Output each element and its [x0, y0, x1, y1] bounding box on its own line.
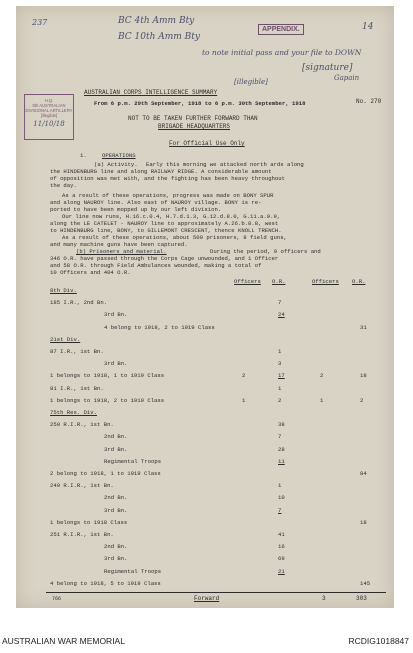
para2-line-4: Our line now runs, H.16.c.0.4, H.7.d.1.3, G.12.d.8.0, G.11.a.9.9, — [62, 213, 281, 220]
unit-label: 3rd Bn. — [104, 311, 128, 319]
unit-heading: 8th Div. — [50, 287, 77, 294]
para1-line-1: Early this morning we attacked north ards along — [146, 161, 304, 168]
para4-line-3: and 58 O.R. through Field Ambulances wounded, making a total of — [50, 262, 262, 269]
unit-count-c2: 41 — [278, 531, 285, 538]
forward-or-total: 303 — [356, 595, 367, 602]
handwritten-note-1: 237 — [32, 18, 48, 27]
unit-count-c2: 16 — [278, 543, 285, 551]
office-stamp — [24, 94, 74, 140]
forward-label: Forward — [194, 595, 220, 602]
para4-line-1: During the period, 9 officers and — [210, 248, 321, 255]
distribution-warning-1: NOT TO BE TAKEN FURTHER FORWARD THAN — [128, 115, 258, 122]
handwritten-note-3: BC 10th Amm Bty — [118, 32, 200, 42]
unit-count-c2: 7 — [278, 433, 282, 441]
unit-label: 2nd Bn. — [104, 543, 128, 551]
footer-id: RCDIG1018847 — [348, 636, 409, 646]
section-number: 1. — [80, 152, 87, 159]
unit-label: 3rd Bn. — [104, 555, 128, 563]
unit-count-c2: 21 — [278, 567, 285, 575]
unit-count-c4: 31 — [360, 323, 367, 331]
para2-line-3: ported to have been mopped up by our left division. — [50, 206, 222, 213]
table-bottom-rule — [46, 592, 386, 593]
stamp-signature: 11/10/18 — [33, 120, 65, 128]
unit-label: Regimental Troops — [104, 567, 162, 575]
unit-count-c4: 84 — [360, 470, 367, 477]
unit-label: 4 belong to 1918, 5 to 1919 Class — [50, 579, 161, 587]
unit-label: 3rd Bn. — [104, 506, 128, 514]
unit-label: 2 belong to 1918, 1 to 1919 Class — [50, 470, 161, 477]
unit-label: 2nd Bn. — [104, 433, 128, 441]
unit-label: 81 I.R., 1st Bn. — [50, 384, 104, 392]
para2-line-5: along the LE CATELET - NAUROY line to approximately A.26.b.8.8, west — [50, 220, 279, 227]
unit-count-c2: 24 — [278, 311, 285, 319]
col-header-officers: Officers — [234, 278, 261, 285]
section-heading: OPERATIONS — [102, 152, 136, 159]
handwritten-note-5: Gapain — [334, 74, 360, 82]
para3-line-1: As a result of these operations, about 500 prisoners, 8 field guns, — [62, 234, 287, 241]
subsection-a-heading: (a) Activity. — [94, 161, 138, 168]
unit-count-c2: 28 — [278, 445, 285, 453]
para2-line-1: As a result of these operations, progress was made on BONY SPUR — [62, 192, 274, 199]
summary-number: No. 270 — [356, 98, 382, 105]
unit-count-c2: 2 — [278, 396, 282, 404]
unit-label: 2nd Bn. — [104, 494, 128, 502]
unit-count-c2: 1 — [278, 482, 282, 490]
unit-count-c2: 10 — [278, 494, 285, 502]
unit-count-c4: 18 — [360, 518, 367, 526]
forward-officers-total: 3 — [322, 595, 326, 602]
summary-title: AUSTRALIAN CORPS INTELLIGENCE SUMMARY — [84, 89, 218, 96]
unit-label: Regimental Troops — [104, 457, 162, 465]
subsection-b-heading: (b) Prisoners and material. — [76, 248, 167, 255]
unit-count-c2: 1 — [278, 348, 282, 355]
distribution-warning-2: BRIGADE HEADQUARTERS — [158, 123, 231, 130]
para1-line-4: the day. — [50, 182, 77, 189]
unit-count-c4: 18 — [360, 372, 367, 380]
stamp-line-1: H.Q. — [44, 98, 54, 103]
para4-line-2: 346 O.R. have passed through the Corps Cage unwounded, and 1 Officer — [50, 255, 279, 262]
handwritten-signature: [signature] — [302, 63, 353, 73]
stamp-line-4: [illegible] — [40, 113, 58, 118]
summary-period: From 6 p.m. 29th September, 1918 to 6 p.m. 30th September, 1918 — [94, 100, 306, 107]
unit-count-c2: 38 — [278, 421, 285, 429]
official-use-label: For Official Use Only — [169, 140, 245, 147]
unit-count-c3: 1 — [320, 396, 324, 404]
unit-label: 3rd Bn. — [104, 445, 128, 453]
document-page — [16, 6, 394, 608]
col-header-officers-total: Officers — [312, 278, 339, 285]
unit-count-c2: 7 — [278, 506, 282, 514]
handwritten-note-6: [illegible] — [234, 78, 268, 86]
unit-count-c2: 11 — [278, 457, 285, 465]
unit-label: 1 belongs to 1918, 1 to 1919 Class — [50, 372, 165, 380]
handwritten-page-number: 14 — [362, 22, 374, 32]
unit-count-c1: 2 — [242, 372, 246, 380]
unit-label: 249 R.I.R., 1st Bn. — [50, 482, 114, 490]
unit-heading: 75th Res. Div. — [50, 409, 97, 416]
handwritten-note-2: BC 4th Amm Bty — [118, 16, 195, 26]
col-header-or-total: O.R. — [352, 278, 366, 285]
para2-line-2: and along NAUROY line. Also east of NAUROY village. BONY is re- — [50, 199, 262, 206]
unit-count-c2: 7 — [278, 299, 282, 307]
para2-line-6: to HINDENBURG line, BONY, to GILLEMONT CRESCENT, thence KNOLL TRENCH. — [50, 227, 282, 234]
stamp-line-2: 5th AUSTRALIAN — [32, 103, 66, 108]
col-header-or: O.R. — [272, 278, 286, 285]
unit-count-c4: 2 — [360, 396, 364, 404]
unit-label: 250 R.I.R., 1st Bn. — [50, 421, 114, 429]
footer-source: AUSTRALIAN WAR MEMORIAL — [2, 636, 125, 646]
unit-label: 4 belong to 1918, 2 to 1919 Class — [104, 323, 215, 331]
unit-label: 1 belongs to 1918, 2 to 1919 Class — [50, 396, 165, 404]
unit-label: 1 belongs to 1918 Class — [50, 518, 128, 526]
para1-line-2: the HINDENBURG line and along RAILWAY RIDGE. A considerable amount — [50, 168, 272, 175]
page-mark: 766 — [52, 596, 62, 602]
unit-label: 251 R.I.R., 1st Bn. — [50, 531, 114, 538]
unit-label: 3rd Bn. — [104, 360, 128, 368]
unit-count-c4: 145 — [360, 579, 371, 587]
unit-count-c2: 17 — [278, 372, 285, 380]
stamp-line-3: DIVISIONAL ARTILLERY — [25, 108, 73, 113]
appendix-stamp: APPENDIX. — [258, 24, 304, 35]
unit-count-c2: 1 — [278, 384, 282, 392]
handwritten-note-4: to note initial pass and your file to DOWN — [202, 48, 362, 57]
para3-line-2: and many machine guns have been captured. — [50, 241, 188, 248]
unit-count-c3: 2 — [320, 372, 324, 380]
unit-heading: 21st Div. — [50, 335, 81, 343]
unit-label: 87 I.R., 1st Bn. — [50, 348, 104, 355]
unit-count-c2: 69 — [278, 555, 285, 563]
para4-line-4: 10 Officers and 404 O.R. — [50, 269, 131, 276]
para1-line-3: of opposition was met with, and the fighting has been heavy throughout — [50, 175, 285, 182]
unit-label: 185 I.R., 2nd Bn. — [50, 299, 108, 307]
unit-count-c1: 1 — [242, 396, 246, 404]
unit-count-c2: 3 — [278, 360, 282, 368]
